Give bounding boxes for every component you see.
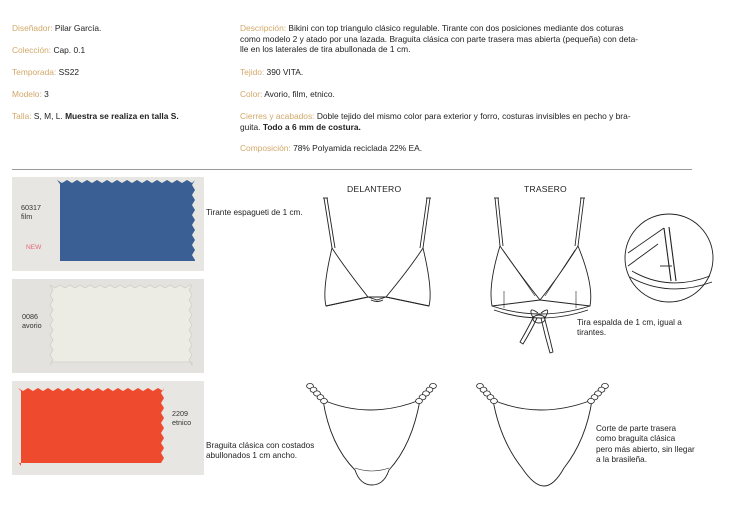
spec-value: 3 bbox=[44, 89, 49, 99]
new-badge: NEW bbox=[26, 244, 42, 251]
note-line: Tira espalda de 1 cm, igual a bbox=[577, 318, 682, 327]
ruffle-loop bbox=[491, 398, 498, 403]
spec-label: Color: bbox=[240, 89, 263, 99]
spec-label: Talla: bbox=[12, 111, 32, 121]
view-title-front: DELANTERO bbox=[347, 184, 402, 194]
spec-label: Temporada: bbox=[12, 67, 57, 77]
note-line: abullonados 1 cm ancho. bbox=[206, 451, 298, 461]
ruffle-loop bbox=[588, 398, 595, 403]
spec-label: Colección: bbox=[12, 45, 52, 55]
note-line: Corte de parte trasera bbox=[596, 424, 677, 433]
spec-label: Diseñador: bbox=[12, 23, 53, 33]
swatch-code-name: film bbox=[21, 211, 33, 221]
view-title-back: TRASERO bbox=[524, 184, 567, 194]
spec-line: Doble tejido del mismo color para exterior y forro, costuras invisibles en pecho y bra- bbox=[316, 111, 631, 121]
swatch-code-number: 60317 bbox=[21, 203, 41, 212]
note-line: Braguita clásica con costados bbox=[206, 441, 315, 450]
spec-label: Composición: bbox=[240, 143, 291, 153]
spec-value: Avorio, film, etnico. bbox=[264, 89, 335, 99]
spec-value: SS22 bbox=[58, 67, 80, 77]
note-tirante: Tirante espagueti de 1 cm. bbox=[206, 208, 303, 217]
spec-value: S, M, L. bbox=[33, 111, 63, 121]
note-line: a la brasileña. bbox=[596, 455, 647, 465]
note-line: pero más abierto, sin llegar bbox=[596, 444, 695, 454]
note-line: tirantes. bbox=[577, 328, 607, 338]
spec-value: Pilar García. bbox=[54, 23, 102, 33]
note-line: como braguita clásica bbox=[596, 434, 676, 444]
spec-value: 78% Polyamida reciclada 22% EA. bbox=[293, 143, 423, 153]
spec-value: Cap. 0.1 bbox=[53, 45, 86, 55]
spec-label: Cierres y acabados: bbox=[240, 111, 315, 121]
spec-value: 390 VITA. bbox=[266, 67, 304, 77]
swatch-code-number: 2209 bbox=[172, 409, 188, 418]
spec-line: lle en los laterales de tira abullonada de 1 cm. bbox=[240, 44, 411, 55]
spec-label: Descripción: bbox=[240, 23, 287, 33]
spec-label: Tejido: bbox=[240, 67, 265, 77]
spec-bold: Todo a 6 mm de costura. bbox=[262, 121, 361, 132]
spec-line: como modelo 2 y atado por una lazada. Braguita clásica con parte trasera mas abierta (pequeña) con deta- bbox=[240, 33, 639, 44]
spec-bold: Muestra se realiza en talla S. bbox=[65, 111, 179, 121]
spec-label: Modelo: bbox=[12, 89, 42, 99]
spec-line: Bikini con top triangulo clásico regulable. Tirante con dos posiciones mediante dos coturas bbox=[288, 23, 624, 33]
swatch-code-name: avorio bbox=[22, 320, 42, 330]
swatch-code-number: 0086 bbox=[22, 312, 38, 321]
swatch-code-name: etnico bbox=[172, 417, 192, 427]
spec-line: guita. bbox=[240, 121, 261, 132]
